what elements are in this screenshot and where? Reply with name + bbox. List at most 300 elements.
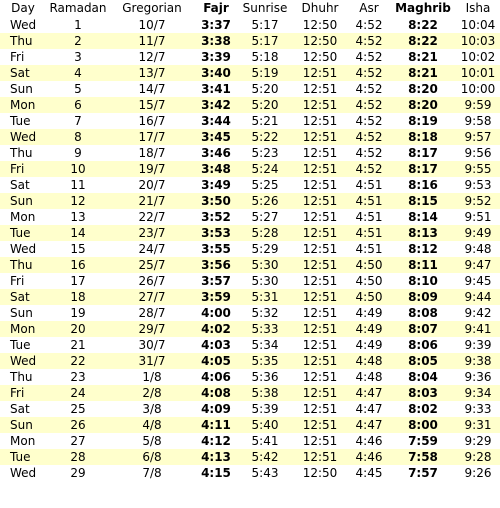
cell-gregorian: 5/8 <box>142 434 162 448</box>
cell-gregorian: 2/8 <box>142 386 162 400</box>
cell-isha: 10:00 <box>460 82 496 96</box>
cell-asr: 4:49 <box>355 322 383 336</box>
cell-dhuhr: 12:51 <box>302 322 338 336</box>
table-row <box>0 401 500 417</box>
header-dhuhr: Dhuhr <box>301 1 339 15</box>
cell-asr: 4:51 <box>355 178 383 192</box>
cell-fajr: 3:57 <box>201 274 231 288</box>
cell-asr: 4:51 <box>355 210 383 224</box>
cell-fajr: 4:12 <box>201 434 231 448</box>
cell-ramadan: 7 <box>74 114 82 128</box>
cell-sunrise: 5:18 <box>251 50 279 64</box>
table-row <box>0 65 500 81</box>
cell-dhuhr: 12:51 <box>302 242 338 256</box>
cell-isha: 9:28 <box>464 450 492 464</box>
cell-day: Tue <box>10 450 31 464</box>
cell-asr: 4:47 <box>355 402 383 416</box>
cell-sunrise: 5:33 <box>251 322 279 336</box>
cell-sunrise: 5:25 <box>251 178 279 192</box>
cell-sunrise: 5:36 <box>251 370 279 384</box>
table-row <box>0 305 500 321</box>
cell-day: Fri <box>10 274 25 288</box>
cell-sunrise: 5:20 <box>251 82 279 96</box>
cell-dhuhr: 12:51 <box>302 370 338 384</box>
cell-sunrise: 5:41 <box>251 434 279 448</box>
cell-maghrib: 8:22 <box>408 34 438 48</box>
cell-dhuhr: 12:50 <box>302 18 338 32</box>
cell-fajr: 3:59 <box>201 290 231 304</box>
table-row <box>0 289 500 305</box>
table-row <box>0 321 500 337</box>
cell-maghrib: 8:15 <box>408 194 438 208</box>
cell-maghrib: 8:20 <box>408 98 438 112</box>
cell-dhuhr: 12:51 <box>302 130 338 144</box>
cell-day: Sat <box>10 290 30 304</box>
table-row <box>0 337 500 353</box>
table-row <box>0 273 500 289</box>
cell-day: Fri <box>10 386 25 400</box>
cell-sunrise: 5:42 <box>251 450 279 464</box>
cell-asr: 4:51 <box>355 226 383 240</box>
cell-isha: 9:58 <box>464 114 492 128</box>
cell-maghrib: 8:13 <box>408 226 438 240</box>
cell-isha: 9:39 <box>464 338 492 352</box>
table-row <box>0 225 500 241</box>
cell-isha: 9:31 <box>464 418 492 432</box>
cell-isha: 9:38 <box>464 354 492 368</box>
cell-ramadan: 25 <box>70 402 86 416</box>
cell-sunrise: 5:30 <box>251 274 279 288</box>
cell-fajr: 4:15 <box>201 466 231 480</box>
table-row <box>0 113 500 129</box>
cell-ramadan: 24 <box>70 386 86 400</box>
cell-sunrise: 5:34 <box>251 338 279 352</box>
cell-ramadan: 27 <box>70 434 86 448</box>
cell-dhuhr: 12:50 <box>302 50 338 64</box>
cell-gregorian: 28/7 <box>138 306 166 320</box>
cell-maghrib: 8:14 <box>408 210 438 224</box>
cell-day: Fri <box>10 162 25 176</box>
cell-dhuhr: 12:51 <box>302 178 338 192</box>
cell-ramadan: 17 <box>70 274 86 288</box>
cell-maghrib: 8:04 <box>408 370 438 384</box>
cell-day: Sun <box>10 306 33 320</box>
cell-sunrise: 5:21 <box>251 114 279 128</box>
cell-sunrise: 5:32 <box>251 306 279 320</box>
cell-maghrib: 8:11 <box>408 258 438 272</box>
cell-day: Thu <box>10 34 33 48</box>
cell-ramadan: 14 <box>70 226 86 240</box>
cell-gregorian: 17/7 <box>138 130 166 144</box>
cell-dhuhr: 12:51 <box>302 274 338 288</box>
header-asr: Asr <box>359 1 379 15</box>
cell-fajr: 3:37 <box>201 18 231 32</box>
cell-maghrib: 8:08 <box>408 306 438 320</box>
table-row <box>0 81 500 97</box>
cell-sunrise: 5:19 <box>251 66 279 80</box>
cell-day: Thu <box>10 370 33 384</box>
cell-isha: 9:48 <box>464 242 492 256</box>
cell-ramadan: 12 <box>70 194 86 208</box>
cell-dhuhr: 12:51 <box>302 306 338 320</box>
cell-asr: 4:47 <box>355 418 383 432</box>
cell-gregorian: 19/7 <box>138 162 166 176</box>
cell-gregorian: 11/7 <box>138 34 166 48</box>
cell-isha: 9:33 <box>464 402 492 416</box>
cell-fajr: 3:40 <box>201 66 231 80</box>
cell-ramadan: 18 <box>70 290 86 304</box>
cell-asr: 4:49 <box>355 306 383 320</box>
cell-day: Sat <box>10 178 30 192</box>
cell-maghrib: 8:02 <box>408 402 438 416</box>
cell-fajr: 3:52 <box>201 210 231 224</box>
table-row <box>0 465 500 481</box>
table-row <box>0 241 500 257</box>
cell-dhuhr: 12:51 <box>302 146 338 160</box>
cell-gregorian: 27/7 <box>138 290 166 304</box>
cell-day: Wed <box>10 466 37 480</box>
cell-gregorian: 13/7 <box>138 66 166 80</box>
cell-dhuhr: 12:51 <box>302 194 338 208</box>
cell-asr: 4:52 <box>355 18 383 32</box>
header-fajr: Fajr <box>203 1 229 15</box>
cell-gregorian: 7/8 <box>142 466 162 480</box>
cell-fajr: 4:11 <box>201 418 231 432</box>
cell-day: Thu <box>10 146 33 160</box>
cell-ramadan: 29 <box>70 466 86 480</box>
table-row <box>0 129 500 145</box>
cell-fajr: 3:41 <box>201 82 231 96</box>
cell-dhuhr: 12:51 <box>302 402 338 416</box>
cell-day: Sun <box>10 82 33 96</box>
cell-sunrise: 5:28 <box>251 226 279 240</box>
cell-maghrib: 8:20 <box>408 82 438 96</box>
cell-dhuhr: 12:51 <box>302 290 338 304</box>
table-row <box>0 369 500 385</box>
cell-asr: 4:52 <box>355 114 383 128</box>
cell-maghrib: 8:06 <box>408 338 438 352</box>
table-row <box>0 33 500 49</box>
cell-ramadan: 6 <box>74 98 82 112</box>
cell-dhuhr: 12:50 <box>302 34 338 48</box>
cell-asr: 4:46 <box>355 450 383 464</box>
cell-fajr: 4:09 <box>201 402 231 416</box>
cell-dhuhr: 12:51 <box>302 354 338 368</box>
cell-gregorian: 30/7 <box>138 338 166 352</box>
cell-isha: 9:29 <box>464 434 492 448</box>
cell-ramadan: 9 <box>74 146 82 160</box>
cell-day: Mon <box>10 98 36 112</box>
cell-ramadan: 15 <box>70 242 86 256</box>
cell-asr: 4:50 <box>355 290 383 304</box>
cell-maghrib: 8:03 <box>408 386 438 400</box>
cell-maghrib: 8:10 <box>408 274 438 288</box>
cell-asr: 4:52 <box>355 50 383 64</box>
cell-day: Mon <box>10 322 36 336</box>
cell-gregorian: 20/7 <box>138 178 166 192</box>
header-row <box>0 0 500 17</box>
cell-isha: 9:47 <box>464 258 492 272</box>
table-row <box>0 449 500 465</box>
cell-sunrise: 5:26 <box>251 194 279 208</box>
cell-gregorian: 21/7 <box>138 194 166 208</box>
cell-isha: 9:55 <box>464 162 492 176</box>
cell-day: Fri <box>10 50 25 64</box>
cell-fajr: 3:50 <box>201 194 231 208</box>
cell-dhuhr: 12:51 <box>302 450 338 464</box>
cell-gregorian: 24/7 <box>138 242 166 256</box>
cell-gregorian: 12/7 <box>138 50 166 64</box>
cell-gregorian: 10/7 <box>138 18 166 32</box>
cell-asr: 4:52 <box>355 130 383 144</box>
cell-maghrib: 8:21 <box>408 66 438 80</box>
cell-ramadan: 28 <box>70 450 86 464</box>
cell-ramadan: 4 <box>74 66 82 80</box>
cell-asr: 4:50 <box>355 258 383 272</box>
cell-gregorian: 16/7 <box>138 114 166 128</box>
table-row <box>0 161 500 177</box>
cell-ramadan: 8 <box>74 130 82 144</box>
cell-gregorian: 31/7 <box>138 354 166 368</box>
cell-gregorian: 14/7 <box>138 82 166 96</box>
cell-isha: 10:02 <box>460 50 496 64</box>
table-row <box>0 177 500 193</box>
cell-day: Sat <box>10 66 30 80</box>
cell-ramadan: 20 <box>70 322 86 336</box>
table-row <box>0 17 500 33</box>
cell-isha: 9:42 <box>464 306 492 320</box>
cell-maghrib: 8:18 <box>408 130 438 144</box>
cell-maghrib: 8:19 <box>408 114 438 128</box>
cell-day: Mon <box>10 210 36 224</box>
cell-day: Wed <box>10 18 37 32</box>
cell-isha: 9:26 <box>464 466 492 480</box>
cell-fajr: 4:13 <box>201 450 231 464</box>
cell-sunrise: 5:29 <box>251 242 279 256</box>
cell-gregorian: 18/7 <box>138 146 166 160</box>
header-gregorian: Gregorian <box>122 1 182 15</box>
cell-isha: 9:45 <box>464 274 492 288</box>
cell-isha: 9:49 <box>464 226 492 240</box>
cell-gregorian: 23/7 <box>138 226 166 240</box>
cell-isha: 9:36 <box>464 370 492 384</box>
cell-isha: 9:44 <box>464 290 492 304</box>
cell-sunrise: 5:30 <box>251 258 279 272</box>
cell-isha: 10:04 <box>460 18 496 32</box>
cell-sunrise: 5:35 <box>251 354 279 368</box>
cell-gregorian: 22/7 <box>138 210 166 224</box>
cell-fajr: 3:49 <box>201 178 231 192</box>
table-row <box>0 193 500 209</box>
cell-ramadan: 19 <box>70 306 86 320</box>
cell-isha: 10:03 <box>460 34 496 48</box>
cell-maghrib: 8:22 <box>408 18 438 32</box>
cell-maghrib: 7:57 <box>408 466 438 480</box>
cell-fajr: 3:38 <box>201 34 231 48</box>
cell-day: Sun <box>10 194 33 208</box>
cell-fajr: 3:39 <box>201 50 231 64</box>
cell-dhuhr: 12:51 <box>302 162 338 176</box>
cell-ramadan: 11 <box>70 178 86 192</box>
cell-isha: 9:56 <box>464 146 492 160</box>
cell-isha: 9:57 <box>464 130 492 144</box>
cell-ramadan: 2 <box>74 34 82 48</box>
cell-fajr: 3:46 <box>201 146 231 160</box>
cell-dhuhr: 12:51 <box>302 338 338 352</box>
cell-sunrise: 5:20 <box>251 98 279 112</box>
cell-day: Thu <box>10 258 33 272</box>
header-ramadan: Ramadan <box>49 1 107 15</box>
cell-ramadan: 10 <box>70 162 86 176</box>
cell-day: Tue <box>10 114 31 128</box>
cell-dhuhr: 12:50 <box>302 466 338 480</box>
cell-maghrib: 8:12 <box>408 242 438 256</box>
cell-dhuhr: 12:51 <box>302 258 338 272</box>
cell-fajr: 4:05 <box>201 354 231 368</box>
cell-day: Tue <box>10 338 31 352</box>
cell-day: Mon <box>10 434 36 448</box>
cell-asr: 4:52 <box>355 66 383 80</box>
cell-isha: 9:51 <box>464 210 492 224</box>
table-row <box>0 433 500 449</box>
cell-asr: 4:51 <box>355 194 383 208</box>
cell-isha: 10:01 <box>460 66 496 80</box>
cell-sunrise: 5:17 <box>251 34 279 48</box>
cell-dhuhr: 12:51 <box>302 82 338 96</box>
cell-ramadan: 13 <box>70 210 86 224</box>
cell-isha: 9:53 <box>464 178 492 192</box>
cell-sunrise: 5:22 <box>251 130 279 144</box>
cell-day: Tue <box>10 226 31 240</box>
cell-isha: 9:59 <box>464 98 492 112</box>
cell-maghrib: 7:58 <box>408 450 438 464</box>
cell-isha: 9:34 <box>464 386 492 400</box>
cell-gregorian: 6/8 <box>142 450 162 464</box>
cell-asr: 4:49 <box>355 338 383 352</box>
cell-gregorian: 3/8 <box>142 402 162 416</box>
cell-ramadan: 21 <box>70 338 86 352</box>
table-row <box>0 49 500 65</box>
cell-asr: 4:48 <box>355 370 383 384</box>
cell-asr: 4:52 <box>355 98 383 112</box>
cell-asr: 4:52 <box>355 146 383 160</box>
cell-maghrib: 8:16 <box>408 178 438 192</box>
header-maghrib: Maghrib <box>395 1 451 15</box>
cell-dhuhr: 12:51 <box>302 98 338 112</box>
cell-gregorian: 15/7 <box>138 98 166 112</box>
cell-asr: 4:48 <box>355 354 383 368</box>
header-day: Day <box>11 1 35 15</box>
cell-maghrib: 8:09 <box>408 290 438 304</box>
cell-ramadan: 22 <box>70 354 86 368</box>
cell-fajr: 3:44 <box>201 114 231 128</box>
cell-asr: 4:45 <box>355 466 383 480</box>
cell-fajr: 3:48 <box>201 162 231 176</box>
header-isha: Isha <box>465 1 491 15</box>
cell-dhuhr: 12:51 <box>302 418 338 432</box>
cell-maghrib: 8:07 <box>408 322 438 336</box>
cell-ramadan: 16 <box>70 258 86 272</box>
cell-gregorian: 25/7 <box>138 258 166 272</box>
cell-ramadan: 3 <box>74 50 82 64</box>
table-row <box>0 145 500 161</box>
cell-sunrise: 5:17 <box>251 18 279 32</box>
cell-dhuhr: 12:51 <box>302 386 338 400</box>
cell-fajr: 4:03 <box>201 338 231 352</box>
cell-asr: 4:50 <box>355 274 383 288</box>
cell-fajr: 3:55 <box>201 242 231 256</box>
table-row <box>0 257 500 273</box>
cell-isha: 9:41 <box>464 322 492 336</box>
cell-sunrise: 5:39 <box>251 402 279 416</box>
cell-asr: 4:47 <box>355 386 383 400</box>
cell-maghrib: 8:21 <box>408 50 438 64</box>
cell-day: Sat <box>10 402 30 416</box>
cell-day: Sun <box>10 418 33 432</box>
cell-ramadan: 5 <box>74 82 82 96</box>
cell-sunrise: 5:31 <box>251 290 279 304</box>
cell-gregorian: 26/7 <box>138 274 166 288</box>
cell-dhuhr: 12:51 <box>302 210 338 224</box>
cell-fajr: 3:42 <box>201 98 231 112</box>
cell-dhuhr: 12:51 <box>302 434 338 448</box>
cell-sunrise: 5:38 <box>251 386 279 400</box>
cell-maghrib: 8:05 <box>408 354 438 368</box>
cell-maghrib: 8:17 <box>408 146 438 160</box>
cell-fajr: 3:53 <box>201 226 231 240</box>
cell-sunrise: 5:23 <box>251 146 279 160</box>
cell-gregorian: 29/7 <box>138 322 166 336</box>
cell-ramadan: 1 <box>74 18 82 32</box>
table-row <box>0 385 500 401</box>
cell-isha: 9:52 <box>464 194 492 208</box>
cell-asr: 4:51 <box>355 242 383 256</box>
cell-dhuhr: 12:51 <box>302 114 338 128</box>
table-row <box>0 97 500 113</box>
cell-fajr: 4:02 <box>201 322 231 336</box>
cell-asr: 4:52 <box>355 82 383 96</box>
cell-fajr: 4:00 <box>201 306 231 320</box>
cell-fajr: 3:45 <box>201 130 231 144</box>
cell-dhuhr: 12:51 <box>302 226 338 240</box>
table-row <box>0 353 500 369</box>
table-row <box>0 417 500 433</box>
header-sunrise: Sunrise <box>242 1 288 15</box>
cell-maghrib: 8:00 <box>408 418 438 432</box>
cell-sunrise: 5:43 <box>251 466 279 480</box>
cell-asr: 4:52 <box>355 34 383 48</box>
cell-day: Wed <box>10 354 37 368</box>
cell-day: Wed <box>10 242 37 256</box>
cell-maghrib: 7:59 <box>408 434 438 448</box>
cell-ramadan: 23 <box>70 370 86 384</box>
cell-ramadan: 26 <box>70 418 86 432</box>
cell-sunrise: 5:40 <box>251 418 279 432</box>
cell-maghrib: 8:17 <box>408 162 438 176</box>
cell-fajr: 3:56 <box>201 258 231 272</box>
timetable-body <box>0 17 500 481</box>
cell-asr: 4:46 <box>355 434 383 448</box>
cell-fajr: 4:08 <box>201 386 231 400</box>
table-row <box>0 209 500 225</box>
cell-gregorian: 4/8 <box>142 418 162 432</box>
cell-dhuhr: 12:51 <box>302 66 338 80</box>
cell-sunrise: 5:24 <box>251 162 279 176</box>
cell-fajr: 4:06 <box>201 370 231 384</box>
cell-sunrise: 5:27 <box>251 210 279 224</box>
cell-gregorian: 1/8 <box>142 370 162 384</box>
cell-day: Wed <box>10 130 37 144</box>
